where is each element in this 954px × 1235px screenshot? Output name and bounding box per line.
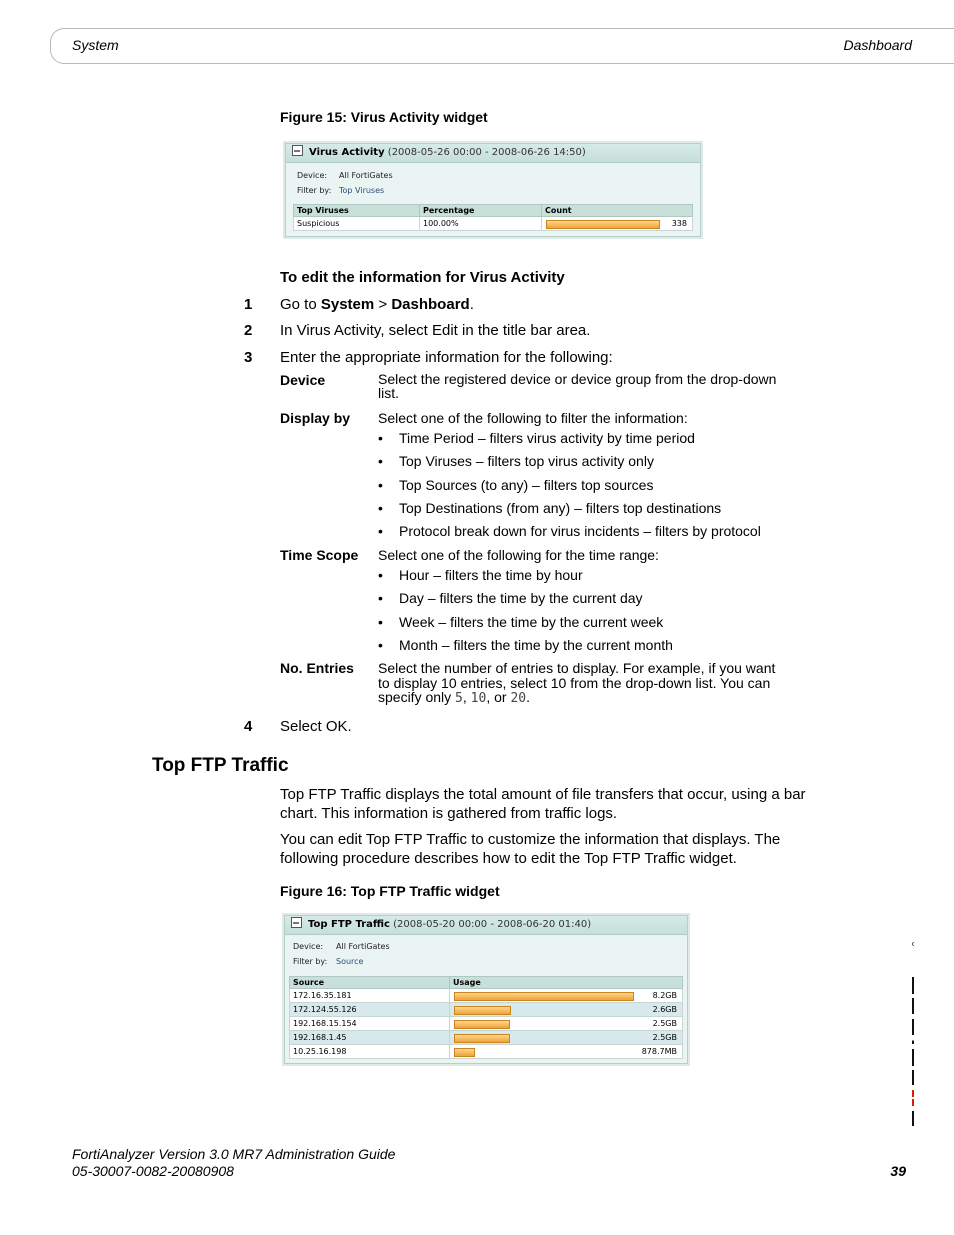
def-desc-display-by: Select one of the following to filter the information:	[378, 410, 688, 426]
list-item: • Week – filters the time by the current week	[378, 614, 664, 630]
filter-label: Filter by:	[297, 186, 332, 195]
widget-title-bar[interactable]	[286, 144, 700, 163]
filter-line	[293, 957, 363, 966]
widget-title: Virus Activity	[309, 147, 385, 158]
widget-title-bar[interactable]	[285, 916, 687, 935]
source-ip: 10.25.16.198	[290, 1045, 450, 1059]
usage-value: 2.5GB	[652, 1019, 677, 1028]
header-chapter: Dashboard	[843, 37, 912, 53]
list-item: • Time Period – filters virus activity by time period	[378, 430, 695, 446]
step1-text: Go to System > Dashboard.	[280, 296, 474, 313]
table-row	[290, 1031, 683, 1045]
device-value: All FortiGates	[339, 171, 393, 180]
widget-range: (2008-05-26 00:00 - 2008-06-26 14:50)	[387, 147, 586, 158]
list-item: • Day – filters the time by the current day	[378, 590, 643, 606]
list-item: • Top Destinations (from any) – filters top destinations	[378, 500, 722, 516]
usage-bar	[454, 992, 634, 1001]
list-item: • Top Viruses – filters top virus activity only	[378, 453, 654, 469]
virus-percentage: 100.00%	[420, 217, 542, 231]
usage-cell	[450, 989, 683, 1003]
top-ftp-traffic-widget	[284, 915, 688, 1064]
device-line	[293, 942, 390, 951]
def-desc-time-scope: Select one of the following for the time range:	[378, 547, 659, 563]
source-ip: 192.168.15.154	[290, 1017, 450, 1031]
list-item: • Month – filters the time by the current month	[378, 637, 673, 653]
col-usage: Usage	[450, 977, 683, 989]
ftp-table	[289, 976, 683, 1059]
widget-title: Top FTP Traffic	[308, 919, 390, 930]
usage-bar	[454, 1034, 510, 1043]
device-value: All FortiGates	[336, 942, 390, 951]
virus-activity-widget	[285, 143, 701, 237]
menu-system: System	[320, 296, 375, 313]
menu-dashboard: Dashboard	[391, 296, 470, 313]
col-source: Source	[290, 977, 450, 989]
usage-cell	[450, 1017, 683, 1031]
virus-table	[293, 204, 693, 231]
list-item: • Top Sources (to any) – filters top sources	[378, 477, 654, 493]
usage-cell	[450, 1003, 683, 1017]
step-number: 1	[244, 296, 253, 313]
footer-doc-number: 05-30007-0082-20080908	[72, 1163, 234, 1179]
usage-value: 2.5GB	[652, 1033, 677, 1042]
usage-value: 2.6GB	[652, 1005, 677, 1014]
usage-cell	[450, 1031, 683, 1045]
widget-range: (2008-05-20 00:00 - 2008-06-20 01:40)	[393, 919, 592, 930]
header-section: System	[72, 37, 119, 53]
section-paragraph: You can edit Top FTP Traffic to customize the information that displays. The following procedure describes how to edit the Top FTP Traffic widget.	[280, 831, 781, 867]
def-term-time-scope: Time Scope	[280, 547, 359, 563]
device-label: Device:	[293, 942, 324, 951]
device-line	[297, 171, 393, 180]
section-paragraph: Top FTP Traffic displays the total amount of file transfers that occur, using a bar chart. This information is gathered from traffic logs.	[280, 786, 806, 822]
col-top-viruses: Top Viruses	[294, 205, 420, 217]
source-ip: 172.16.35.181	[290, 989, 450, 1003]
footer-doc-info	[72, 1146, 395, 1180]
section-title: Top FTP Traffic	[152, 755, 289, 776]
widget-icon	[292, 145, 303, 156]
source-ip: 172.124.55.126	[290, 1003, 450, 1017]
filter-value: Source	[336, 957, 364, 966]
count-bar	[546, 220, 660, 229]
step4-text: Select OK.	[280, 718, 352, 735]
list-item: • Protocol break down for virus incidents – filters by protocol	[378, 523, 761, 539]
step2-text: In Virus Activity, select Edit in the title bar area.	[280, 322, 591, 339]
table-row	[294, 217, 693, 231]
usage-value: 878.7MB	[641, 1047, 677, 1056]
usage-bar	[454, 1048, 475, 1057]
col-percentage: Percentage	[420, 205, 542, 217]
step-number: 2	[244, 322, 253, 339]
figure16-caption: Figure 16: Top FTP Traffic widget	[280, 883, 500, 899]
def-desc-device: Select the registered device or device group from the drop-down list.	[378, 371, 777, 401]
table-row	[290, 1045, 683, 1059]
filter-value: Top Viruses	[339, 186, 385, 195]
def-desc-no-entries: Select the number of entries to display. For example, if you want to display 10 entries, select 10 from the drop-down list. You can specify only 5, 10, or 20.	[378, 660, 776, 706]
usage-cell	[450, 1045, 683, 1059]
page-number: 39	[890, 1163, 906, 1179]
device-label: Device:	[297, 171, 328, 180]
usage-value: 8.2GB	[652, 991, 677, 1000]
widget-icon	[291, 917, 302, 928]
list-item: • Hour – filters the time by hour	[378, 567, 583, 583]
col-count: Count	[542, 205, 693, 217]
usage-bar	[454, 1006, 511, 1015]
figure15-caption: Figure 15: Virus Activity widget	[280, 109, 488, 125]
def-term-device: Device	[280, 372, 326, 388]
filter-line	[297, 186, 384, 195]
footer-title: FortiAnalyzer Version 3.0 MR7 Administration Guide	[72, 1146, 396, 1162]
step-number: 3	[244, 349, 253, 366]
virus-name: Suspicious	[294, 217, 420, 231]
usage-bar	[454, 1020, 510, 1029]
table-row	[290, 1017, 683, 1031]
def-term-display-by: Display by	[280, 410, 351, 426]
table-row	[290, 989, 683, 1003]
def-term-no-entries: No. Entries	[280, 660, 354, 676]
count-value: 338	[671, 219, 687, 228]
table-row	[290, 1003, 683, 1017]
source-ip: 192.168.1.45	[290, 1031, 450, 1045]
procedure-heading: To edit the information for Virus Activity	[280, 269, 565, 286]
step-number: 4	[244, 718, 253, 735]
filter-label: Filter by:	[293, 957, 328, 966]
virus-count-cell	[542, 217, 693, 231]
fortinet-logo	[890, 940, 914, 1128]
step3-text: Enter the appropriate information for the following:	[280, 349, 613, 366]
